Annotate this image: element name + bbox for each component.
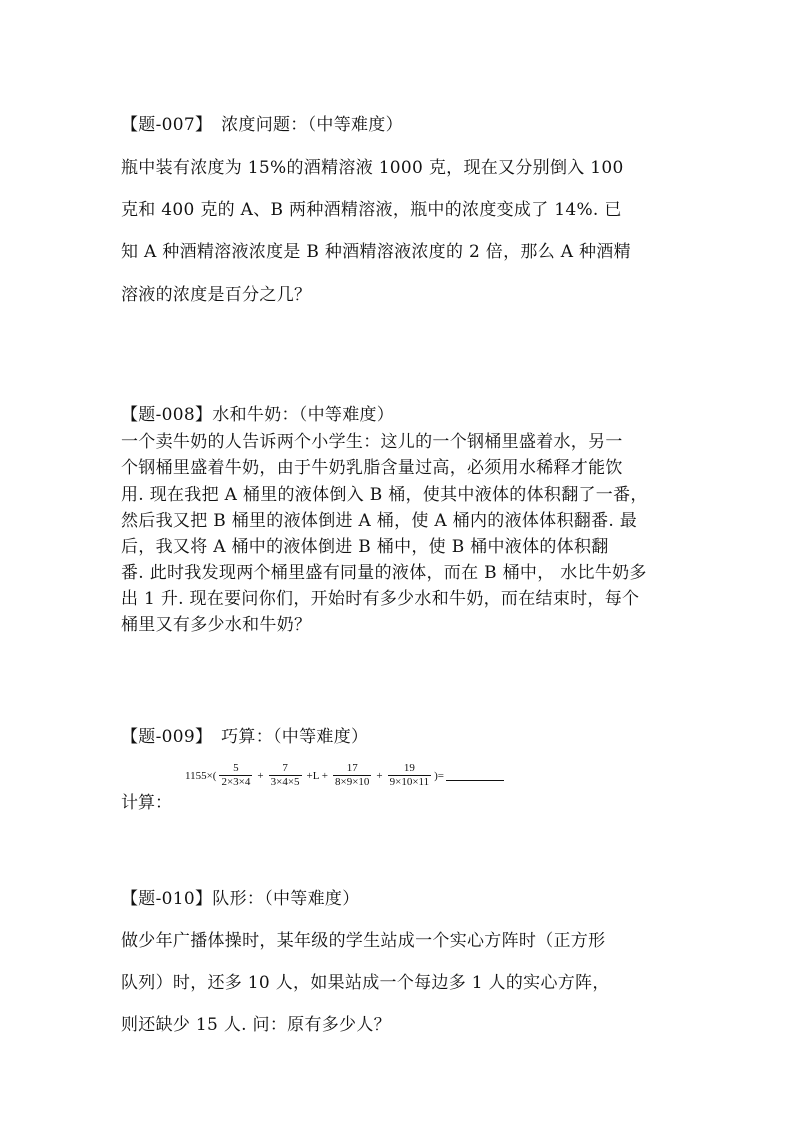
problem-007-heading: 【题-007】 浓度问题：（中等难度） — [121, 115, 403, 135]
answer-blank — [446, 770, 504, 781]
problem-009-heading: 【题-009】 巧算：（中等难度） — [121, 727, 369, 747]
problem-007-line-4: 溶液的浓度是百分之几？ — [121, 285, 312, 305]
problem-010-line-3: 则还缺少 15 人. 问：原有多少人？ — [121, 1015, 391, 1035]
problem-007-line-3: 知 A 种酒精溶液浓度是 B 种酒精溶液浓度的 2 倍，那么 A 种酒精 — [121, 242, 631, 262]
problem-010-heading: 【题-010】队形：（中等难度） — [121, 889, 360, 909]
problem-008-line-2: 个钢桶里盛着牛奶，由于牛奶乳脂含量过高，必须用水稀释才能饮 — [121, 458, 623, 478]
problem-008-line-5: 后，我又将 A 桶中的液体倒进 B 桶中，使 B 桶中液体的体积翻 — [121, 537, 609, 557]
plus-sign: + — [257, 769, 264, 782]
formula-prefix: 1155×( — [185, 769, 217, 782]
problem-008-line-7: 出 1 升. 现在要问你们，开始时有多少水和牛奶，而在结束时，每个 — [121, 589, 640, 609]
problem-008-line-8: 桶里又有多少水和牛奶？ — [121, 615, 312, 635]
problem-008-line-6: 番. 此时我发现两个桶里盛有同量的液体，而在 B 桶中， 水比牛奶多 — [121, 563, 647, 583]
problem-008-line-3: 用. 现在我把 A 桶里的液体倒入 B 桶，使其中液体的体积翻了一番， — [121, 485, 648, 505]
fraction-2 — [269, 762, 302, 789]
problem-007-line-1: 瓶中装有浓度为 15%的酒精溶液 1000 克，现在又分别倒入 100 — [121, 158, 624, 178]
fraction-3 — [333, 762, 371, 789]
fraction-3-numerator: 17 — [346, 762, 358, 774]
formula-suffix: )= — [434, 769, 445, 782]
formula — [185, 762, 504, 789]
plus-sign: + — [376, 769, 383, 782]
fraction-2-numerator: 7 — [282, 762, 288, 774]
calc-label: 计算： — [121, 793, 172, 813]
problem-010-line-1: 做少年广播体操时，某年级的学生站成一个实心方阵时（正方形 — [121, 931, 606, 951]
fraction-3-denominator: 8×9×10 — [335, 776, 370, 788]
problem-008-line-4: 然后我又把 B 桶里的液体倒进 A 桶，使 A 桶内的液体体积翻番. 最 — [121, 511, 638, 531]
problem-008-heading: 【题-008】水和牛奶：（中等难度） — [121, 405, 395, 425]
fraction-1 — [219, 762, 252, 789]
problem-007-line-2: 克和 400 克的 A、B 两种酒精溶液，瓶中的浓度变成了 14%. 已 — [121, 200, 622, 220]
problem-010-line-2: 队列）时，还多 10 人，如果站成一个每边多 1 人的实心方阵， — [121, 973, 610, 993]
fraction-1-denominator: 2×3×4 — [221, 776, 251, 788]
fraction-4 — [388, 762, 432, 789]
fraction-2-denominator: 3×4×5 — [270, 776, 300, 788]
ellipsis: +L + — [306, 769, 328, 782]
problem-008-line-1: 一个卖牛奶的人告诉两个小学生：这儿的一个钢桶里盛着水，另一 — [121, 432, 623, 452]
fraction-1-numerator: 5 — [233, 762, 239, 774]
fraction-4-denominator: 9×10×11 — [389, 776, 430, 788]
fraction-4-numerator: 19 — [403, 762, 415, 774]
